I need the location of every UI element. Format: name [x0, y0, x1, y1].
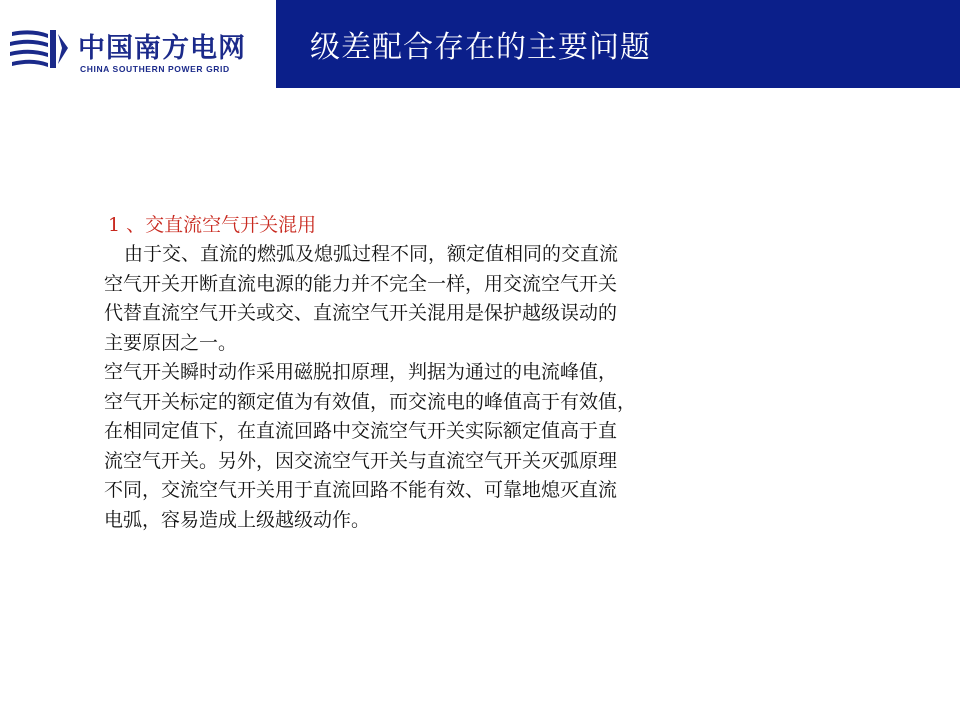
paragraph-1: [104, 240, 784, 358]
text-line: 空气开关标定的额定值为有效值，而交流电的峰值高于有效值，: [104, 390, 637, 413]
header-bar: [276, 0, 960, 88]
text-line: 主要原因之一。: [104, 331, 238, 354]
text-line: 流空气开关。另外，因交流空气开关与直流空气开关灭弧原理: [104, 449, 618, 472]
section-heading: 1 、交直流空气开关混用: [108, 214, 317, 236]
text-line: 由于交、直流的燃弧及熄弧过程不同，额定值相同的交直流: [124, 243, 619, 265]
company-logo: [8, 22, 270, 78]
text-line: 代替直流空气开关或交、直流空气开关混用是保护越级误动的: [104, 302, 618, 324]
text-line: 空气开关瞬时动作采用磁脱扣原理，判据为通过的电流峰值，: [104, 361, 618, 383]
slide-title: 级差配合存在的主要问题: [310, 30, 651, 65]
text-line: 不同，交流空气开关用于直流回路不能有效、可靠地熄灭直流: [104, 479, 618, 501]
slide-content: [104, 212, 784, 535]
logo-english-name: CHINA SOUTHERN POWER GRID: [80, 64, 230, 74]
paragraph-2: [104, 358, 784, 535]
logo-chinese-name: 中国南方电网: [78, 33, 246, 64]
text-line: 空气开关开断直流电源的能力并不完全一样，用交流空气开关: [104, 272, 618, 295]
text-line: 在相同定值下，在直流回路中交流空气开关实际额定值高于直: [104, 420, 618, 442]
power-grid-logo-icon: [8, 26, 70, 70]
text-line: 电弧，容易造成上级越级动作。: [104, 508, 371, 531]
